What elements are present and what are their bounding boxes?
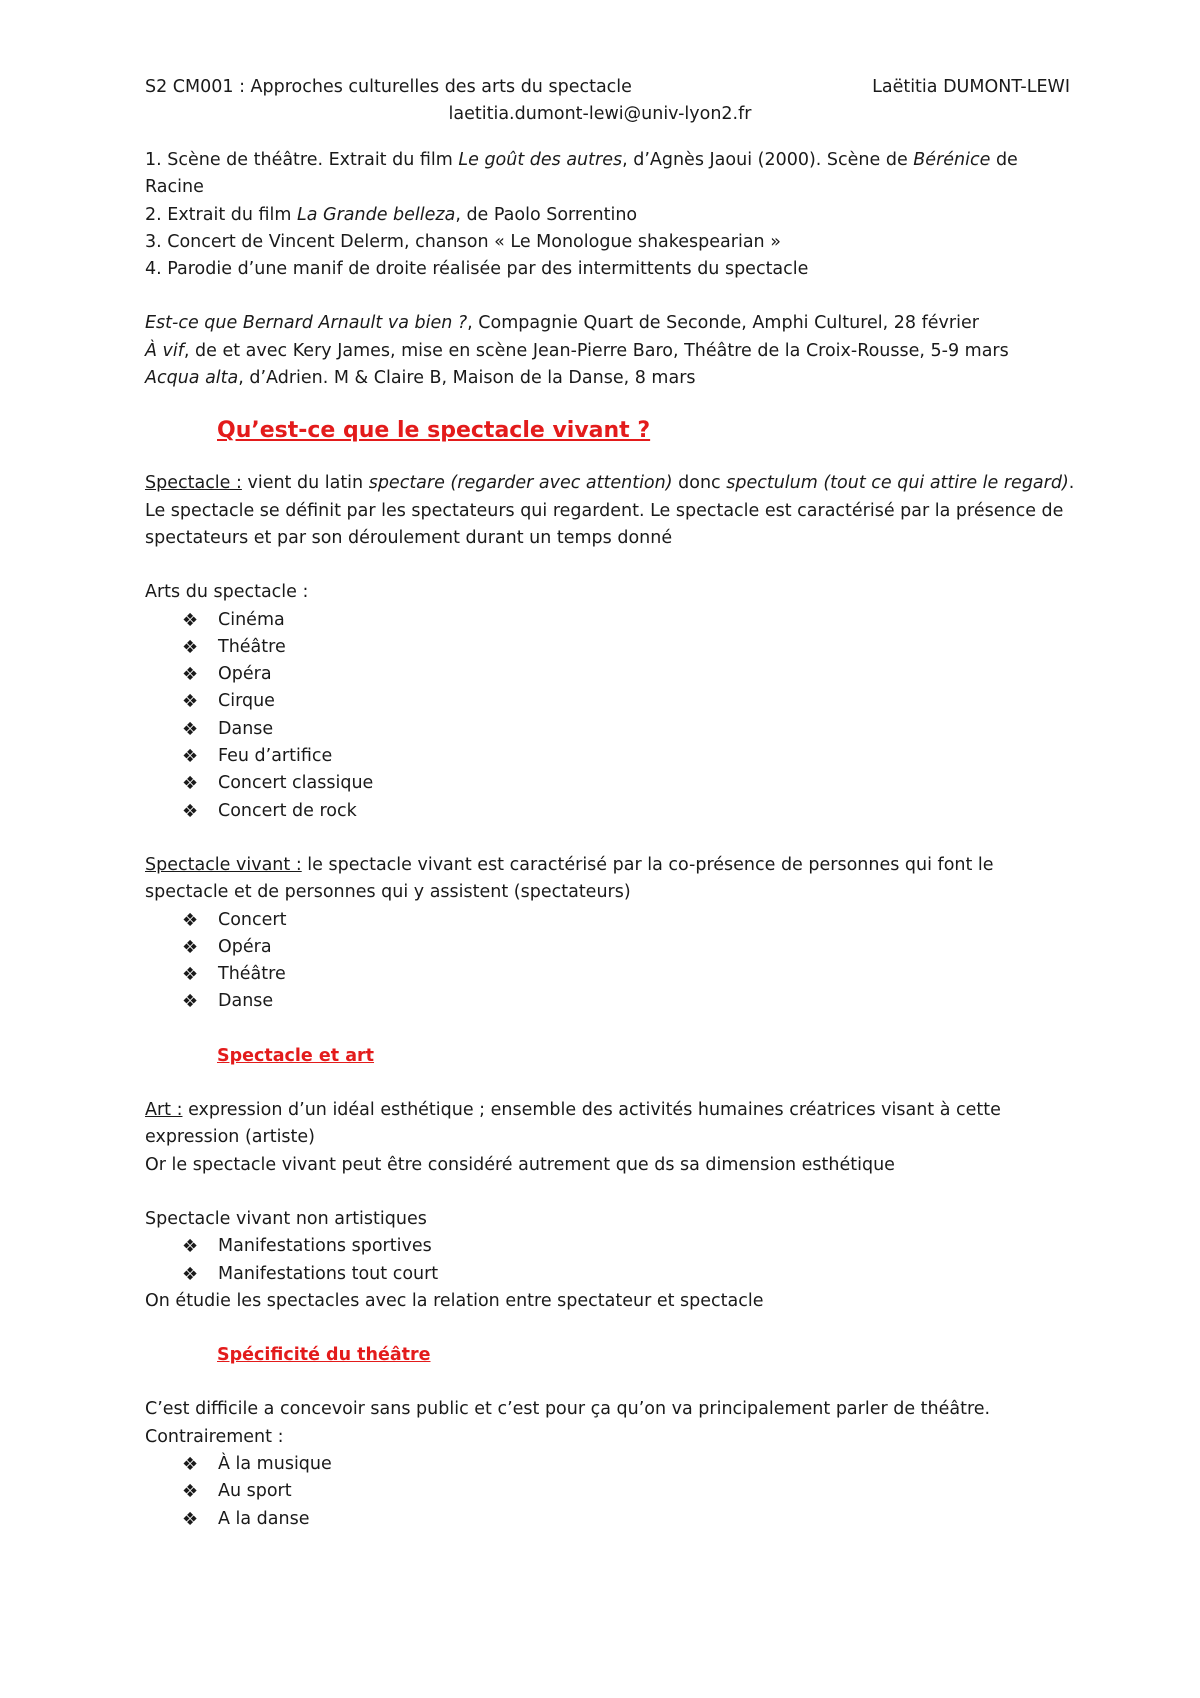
- list-item: [182, 1451, 1075, 1478]
- list-item: [182, 634, 1075, 661]
- contrairement-list: [145, 1451, 1075, 1533]
- author-email: laetitia.dumont-lewi@univ-lyon2.fr: [448, 104, 752, 124]
- list-item-text: Théâtre: [218, 636, 286, 657]
- page-header: [145, 77, 1070, 101]
- diamond-bullet-icon: ❖: [182, 664, 199, 686]
- non-art-list: [145, 1233, 1075, 1288]
- show-2: À vif, de et avec Kery James, mise en scène Jean-Pierre Baro, Théâtre de la Croix-Rousse, 5-9 mars: [145, 340, 1009, 361]
- diamond-bullet-icon: ❖: [182, 800, 199, 822]
- list-item: [182, 770, 1075, 797]
- section-heading-spectacle-et-art: Spectacle et art: [217, 1045, 375, 1066]
- list-item-text: Cinéma: [218, 609, 285, 630]
- list-item: [182, 661, 1075, 688]
- list-item-text: À la musique: [218, 1453, 332, 1474]
- diamond-bullet-icon: ❖: [182, 746, 199, 768]
- theatre-line-2: Contrairement :: [145, 1426, 284, 1447]
- spectacle-definition: Spectacle : vient du latin spectare (regarder avec attention) donc spectulum (tout ce qui attire le regard). Le spectacle se définit par les spectateurs qui regardent. Le spectacle est caractérisé par la présence de spectateurs et par son déroulement durant un temps donné: [145, 473, 1075, 548]
- show-3: Acqua alta, d’Adrien. M & Claire B, Maison de la Danse, 8 mars: [145, 368, 696, 389]
- list-item-text: Danse: [218, 991, 274, 1012]
- list-item-text: Concert classique: [218, 773, 374, 794]
- list-item: [182, 1478, 1075, 1505]
- list-item-text: Concert: [218, 909, 287, 930]
- author-name: Laëtitia DUMONT-LEWI: [872, 77, 1070, 97]
- diamond-bullet-icon: ❖: [182, 1263, 199, 1285]
- section-heading-spectacle-vivant: Qu’est-ce que le spectacle vivant ?: [217, 418, 651, 444]
- list-item: [182, 743, 1075, 770]
- list-item: [182, 688, 1075, 715]
- intro-item-3: 3. Concert de Vincent Delerm, chanson « Le Monologue shakespearian »: [145, 231, 781, 252]
- list-item-text: Manifestations sportives: [218, 1236, 432, 1257]
- vivant-list: [145, 907, 1075, 1016]
- intro-item-1: 1. Scène de théâtre. Extrait du film Le goût des autres, d’Agnès Jaoui (2000). Scène de Bérénice de Racine: [145, 150, 1018, 198]
- list-item: [182, 961, 1075, 988]
- list-item: [182, 988, 1075, 1015]
- diamond-bullet-icon: ❖: [182, 1236, 199, 1258]
- list-item-text: Cirque: [218, 691, 275, 712]
- diamond-bullet-icon: ❖: [182, 909, 199, 931]
- list-item-text: Concert de rock: [218, 800, 357, 821]
- diamond-bullet-icon: ❖: [182, 773, 199, 795]
- diamond-bullet-icon: ❖: [182, 936, 199, 958]
- course-title: S2 CM001 : Approches culturelles des arts du spectacle: [145, 77, 632, 97]
- arts-label: Arts du spectacle :: [145, 582, 309, 603]
- diamond-bullet-icon: ❖: [182, 1508, 199, 1530]
- list-item: [182, 716, 1075, 743]
- list-item: [182, 907, 1075, 934]
- non-art-label: Spectacle vivant non artistiques: [145, 1208, 427, 1229]
- list-item-text: Au sport: [218, 1481, 292, 1502]
- diamond-bullet-icon: ❖: [182, 691, 199, 713]
- intro-item-4: 4. Parodie d’une manif de droite réalisée par des intermittents du spectacle: [145, 259, 809, 280]
- list-item: [182, 607, 1075, 634]
- show-1: Est-ce que Bernard Arnault va bien ?, Compagnie Quart de Seconde, Amphi Culturel, 28 février: [145, 313, 979, 334]
- relation-line: On étudie les spectacles avec la relation entre spectateur et spectacle: [145, 1290, 764, 1311]
- shows-list: [145, 310, 1075, 392]
- list-item: [182, 798, 1075, 825]
- diamond-bullet-icon: ❖: [182, 1481, 199, 1503]
- list-item-text: Opéra: [218, 664, 272, 685]
- art-definition: Art : expression d’un idéal esthétique ; ensemble des activités humaines créatrices visant à cette expression (artiste): [145, 1100, 1001, 1148]
- list-item-text: Opéra: [218, 936, 272, 957]
- list-item: [182, 1261, 1075, 1288]
- spectacle-vivant-definition: Spectacle vivant : le spectacle vivant est caractérisé par la co-présence de personnes qui font le spectacle et de personnes qui y assistent (spectateurs): [145, 854, 994, 903]
- list-item-text: Théâtre: [218, 964, 286, 985]
- arts-list: [145, 607, 1075, 825]
- list-item-text: A la danse: [218, 1508, 310, 1529]
- diamond-bullet-icon: ❖: [182, 718, 199, 740]
- list-item-text: Feu d’artifice: [218, 746, 333, 767]
- intro-list: [145, 147, 1075, 283]
- diamond-bullet-icon: ❖: [182, 609, 199, 631]
- document-body: [145, 147, 1075, 1533]
- diamond-bullet-icon: ❖: [182, 991, 199, 1013]
- list-item-text: Danse: [218, 718, 274, 739]
- section-heading-specificite-theatre: Spécificité du théâtre: [217, 1345, 431, 1366]
- list-item: [182, 1506, 1075, 1533]
- diamond-bullet-icon: ❖: [182, 964, 199, 986]
- diamond-bullet-icon: ❖: [182, 636, 199, 658]
- intro-item-2: 2. Extrait du film La Grande belleza, de Paolo Sorrentino: [145, 204, 638, 225]
- diamond-bullet-icon: ❖: [182, 1453, 199, 1475]
- list-item-text: Manifestations tout court: [218, 1263, 439, 1284]
- theatre-line-1: C’est difficile a concevoir sans public et c’est pour ça qu’on va principalement parler de théâtre.: [145, 1399, 991, 1420]
- list-item: [182, 934, 1075, 961]
- list-item: [182, 1233, 1075, 1260]
- art-line-2: Or le spectacle vivant peut être considéré autrement que ds sa dimension esthétique: [145, 1154, 895, 1175]
